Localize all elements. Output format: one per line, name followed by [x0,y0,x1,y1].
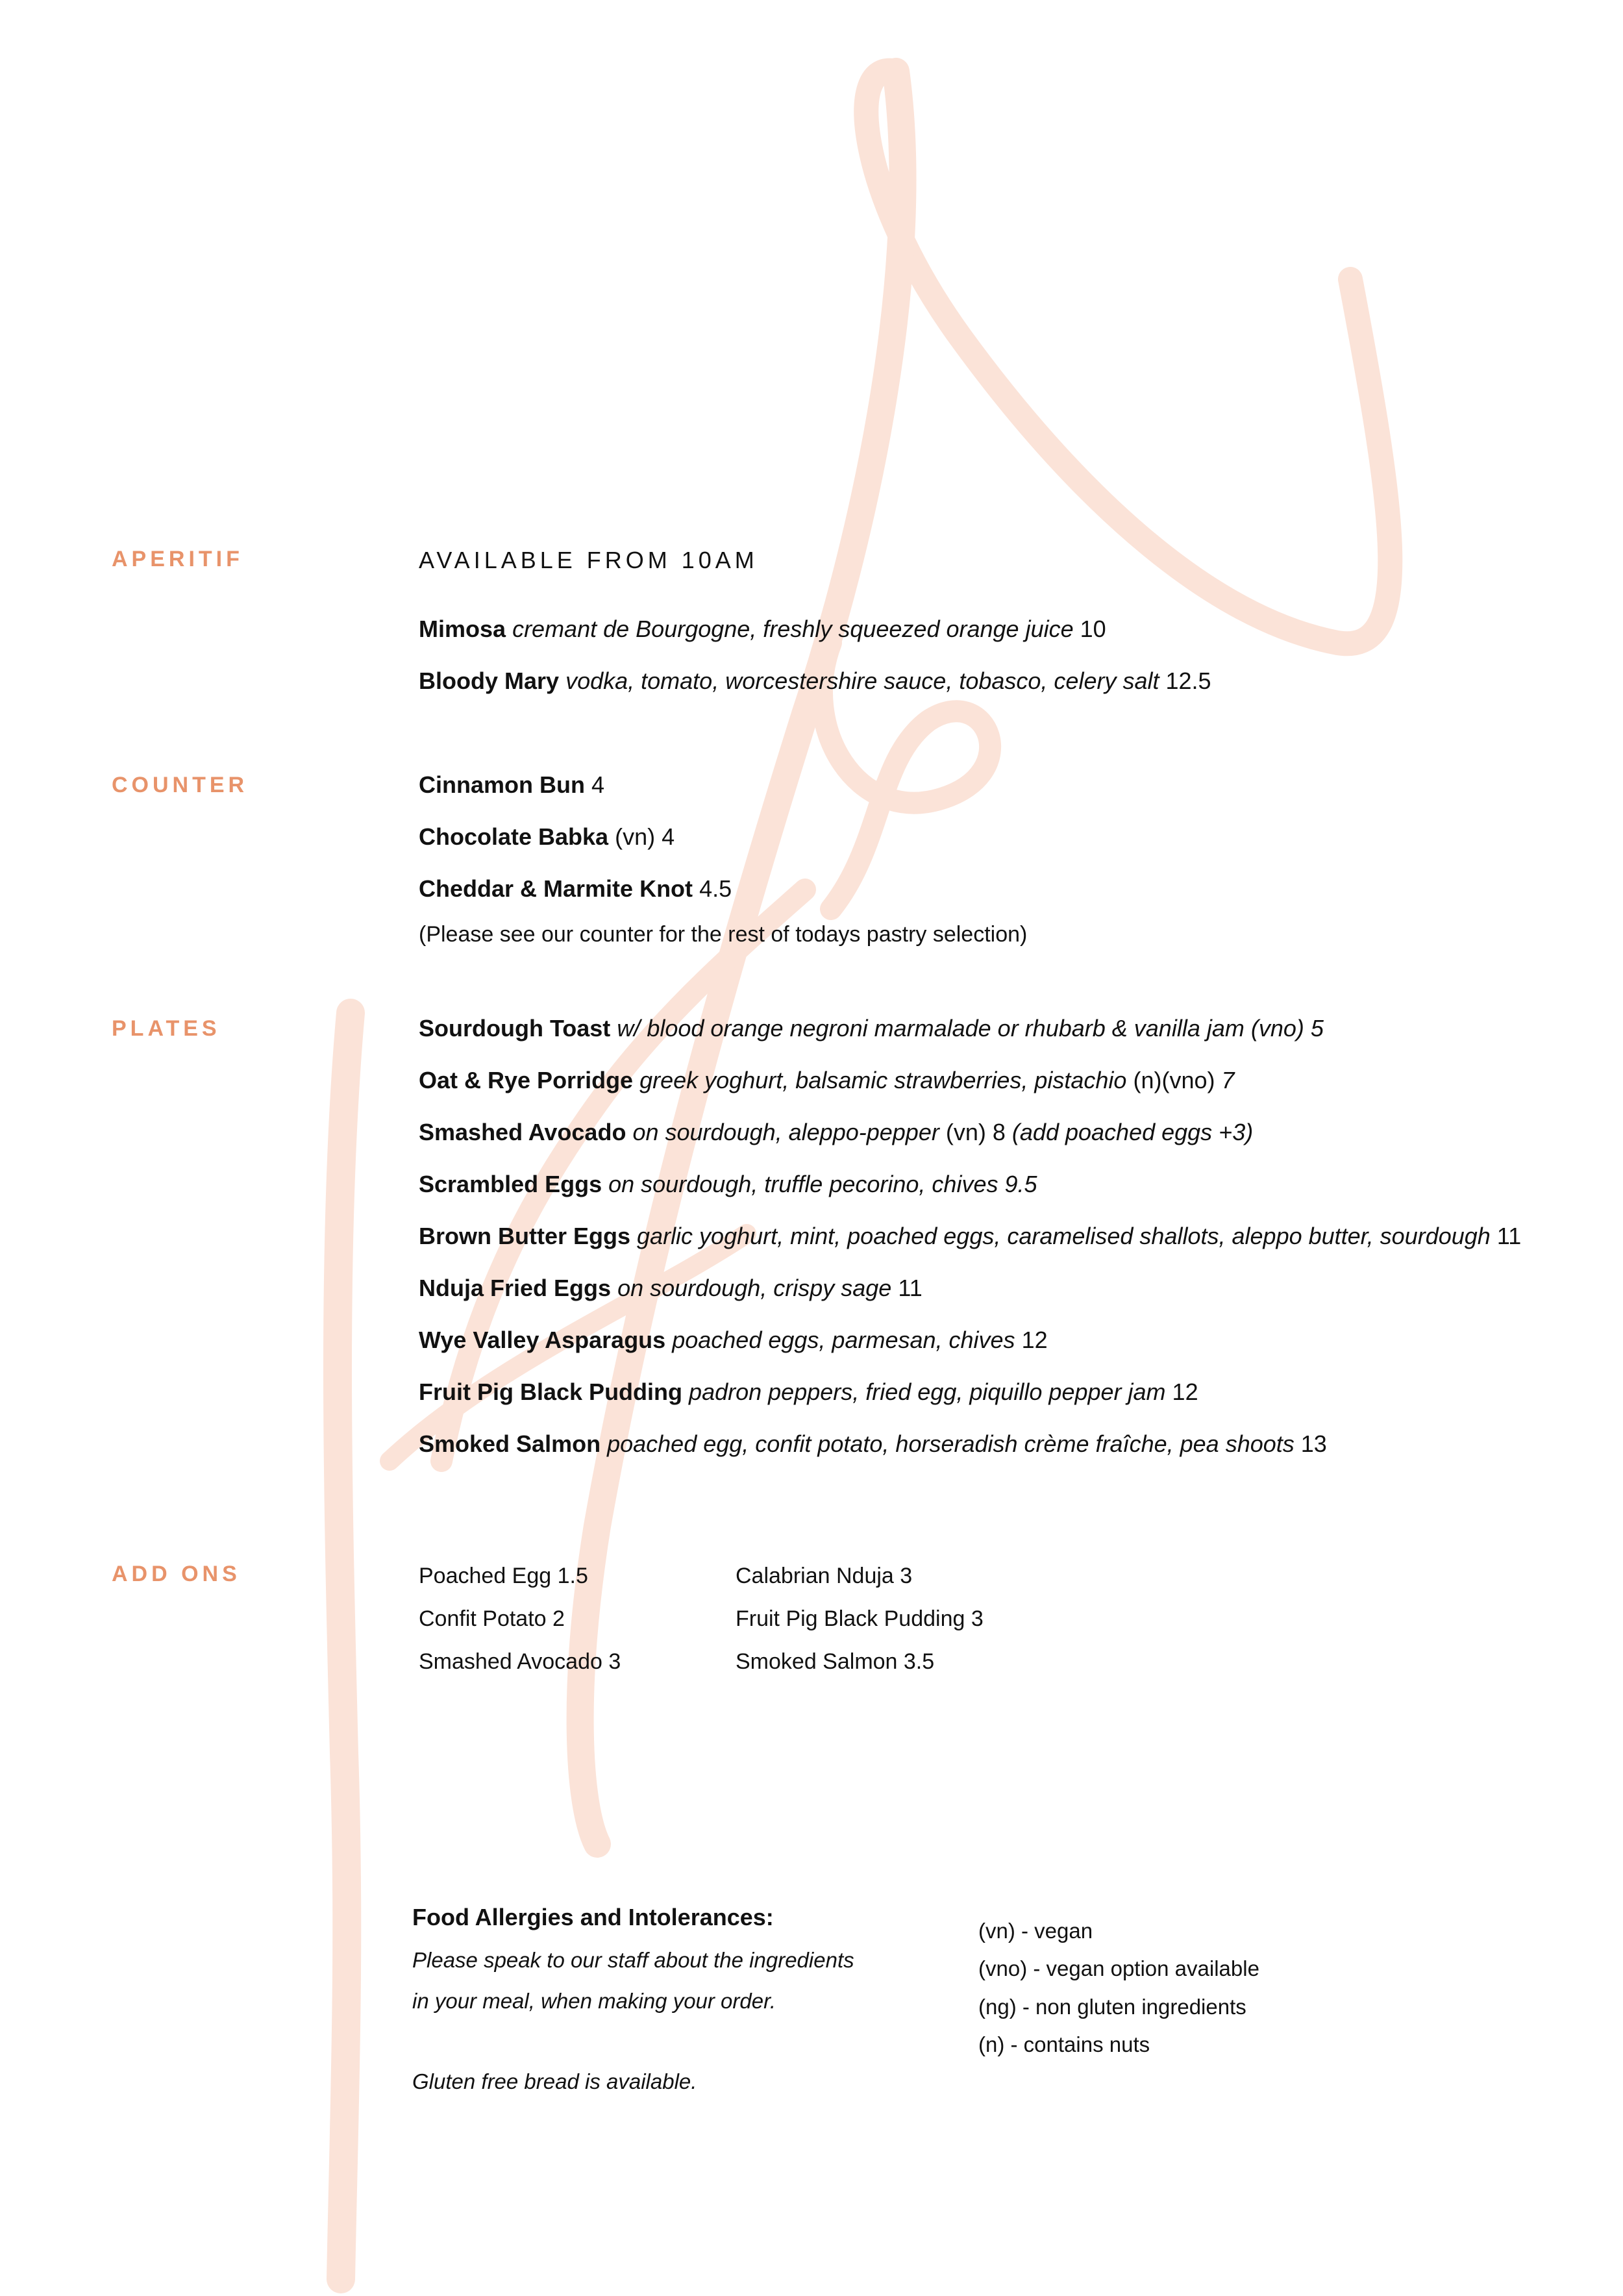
item-tag: (vno) [1250,1015,1304,1042]
item-name: Bloody Mary [419,668,560,694]
item-description: greek yoghurt, balsamic strawberries, pistachio [639,1067,1127,1093]
item-description: on sourdough, crispy sage [617,1275,892,1301]
counter-note: (Please see our counter for the rest of todays pastry selection) [419,922,1028,947]
menu-item [419,1430,1327,1458]
addon-item: Smashed Avocado 3 [419,1649,621,1674]
item-tag: (vn) [945,1119,986,1145]
addon-item: Smoked Salmon 3.5 [736,1649,935,1674]
item-name: Smoked Salmon [419,1430,601,1457]
dietary-key-item: (vn) - vegan [978,1919,1093,1943]
menu-item [419,1119,1253,1146]
dietary-key-item: (ng) - non gluten ingredients [978,1995,1246,2019]
addon-item: Fruit Pig Black Pudding 3 [736,1606,984,1631]
section-label-aperitif: APERITIF [112,547,243,571]
item-price: 12 [1172,1379,1198,1405]
menu-item [419,1171,1037,1198]
item-extra: (add poached eggs +3) [1011,1119,1254,1145]
item-name: Brown Butter Eggs [419,1223,631,1249]
menu-item [419,1275,923,1302]
item-name: Mimosa [419,616,506,642]
item-description: cremant de Bourgogne, freshly squeezed orange juice [512,616,1074,642]
menu-item [419,1015,1324,1042]
item-price: 4.5 [699,875,732,902]
menu-item [419,1379,1198,1406]
allergies-title: Food Allergies and Intolerances: [412,1904,774,1930]
item-tag: (n)(vno) [1133,1067,1215,1093]
item-price: 11 [898,1275,923,1301]
item-name: Chocolate Babka [419,823,609,850]
item-price: 4 [591,771,605,798]
item-price: 11 [1496,1223,1522,1249]
menu-item [419,616,1106,643]
menu-item [419,1223,1521,1250]
item-name: Smashed Avocado [419,1119,626,1145]
addon-item: Confit Potato 2 [419,1606,565,1631]
allergies-text: Please speak to our staff about the ingredients [412,1948,854,1972]
item-price: 12 [1021,1327,1048,1353]
item-name: Nduja Fried Eggs [419,1275,612,1301]
item-price: 13 [1300,1430,1327,1457]
item-name: Wye Valley Asparagus [419,1327,666,1353]
item-description: w/ blood orange negroni marmalade or rhubarb & vanilla jam [617,1015,1245,1042]
item-description: on sourdough, truffle pecorino, chives [608,1171,998,1197]
item-name: Oat & Rye Porridge [419,1067,634,1093]
section-label-addons: ADD ONS [112,1562,241,1586]
item-description: vodka, tomato, worcestershire sauce, tobasco, celery salt [565,668,1159,694]
section-label-counter: COUNTER [112,773,249,797]
item-price: 10 [1080,616,1106,642]
item-description: on sourdough, aleppo-pepper [632,1119,939,1145]
gluten-free-note: Gluten free bread is available. [412,2069,697,2093]
addon-item: Calabrian Nduja 3 [736,1564,913,1588]
dietary-key-item: (n) - contains nuts [978,2032,1150,2056]
item-name: Scrambled Eggs [419,1171,602,1197]
item-description: poached eggs, parmesan, chives [672,1327,1015,1353]
item-price: 8 [992,1119,1006,1145]
item-name: Sourdough Toast [419,1015,611,1042]
item-description: garlic yoghurt, mint, poached eggs, caramelised shallots, aleppo butter, sourdough [637,1223,1491,1249]
menu-item [419,1067,1235,1094]
item-price: 4 [662,823,675,850]
menu-item [419,875,732,903]
addon-item: Poached Egg 1.5 [419,1564,588,1588]
item-price: 12.5 [1165,668,1211,694]
aperitif-availability: AVAILABLE FROM 10AM [419,547,758,573]
item-tag: (vn) [615,823,656,850]
dietary-key-item: (vno) - vegan option available [978,1956,1259,1980]
menu-item [419,668,1211,695]
menu-item [419,771,604,799]
item-description: poached egg, confit potato, horseradish crème fraîche, pea shoots [607,1430,1295,1457]
item-price: 9.5 [1004,1171,1037,1197]
menu-item [419,823,675,851]
item-price: 5 [1310,1015,1324,1042]
menu-item [419,1327,1048,1354]
allergies-text: in your meal, when making your order. [412,1989,776,2013]
section-label-plates: PLATES [112,1016,221,1041]
item-name: Cinnamon Bun [419,771,585,798]
item-name: Fruit Pig Black Pudding [419,1379,683,1405]
item-name: Cheddar & Marmite Knot [419,875,693,902]
item-description: padron peppers, fried egg, piquillo pepper jam [689,1379,1166,1405]
item-price: 7 [1221,1067,1235,1093]
